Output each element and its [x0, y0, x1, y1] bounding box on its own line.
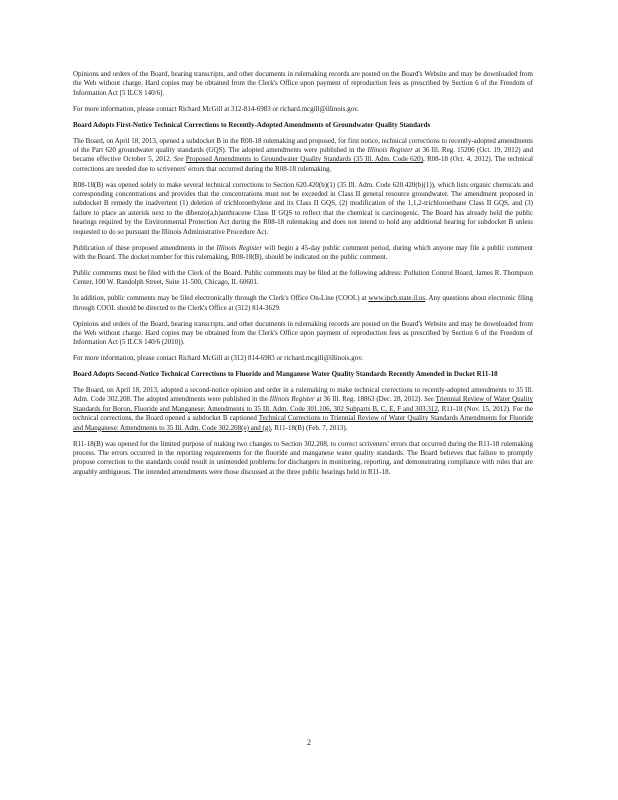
paragraph-electronic-filing: In addition, public comments may be filed electronically through the Clerk's Office On-Line (COOL) at www.ipcb.state.il.us. Any questions about electronic filing through COOL should be directed to the Clerk's Office at (312) 814-3629.: [73, 294, 533, 312]
paragraph-fluoride-details: R11-18(B) was opened for the limited purpose of making two changes to Section 302.208, to correct scriveners' errors that occurred during the R11-18 rulemaking process. The errors occurred in the reporting requirements for the fluoride and manganese water quality standards. The Board believes that failure to promptly propose correction to the standards could result in unintended problems for dischargers in monitoring, reporting, and demonstrating compliance with rules that are arguably ambiguous. The intended amendments were those discussed at the three public hearings held in R11-18.: [73, 439, 533, 476]
paragraph-public-comments: Public comments must be filed with the Clerk of the Board. Public comments may be filed at the following address: Pollution Control Board, James R. Thompson Center, 100 W. Randolph Street, Suite 11-500, Chicago, IL 60601.: [73, 268, 533, 287]
page-content: [73, 70, 533, 484]
section-heading-fluoride: Board Adopts Second-Notice Technical Corrections to Fluoride and Manganese Water Quality Standards Recently Amended in Docket R11-18: [73, 370, 498, 379]
paragraph-contact-info-2: For more information, please contact Richard McGill at (312) 814-6983 or richard.mcgill@illinois.gov.: [73, 354, 364, 363]
paragraph-contact-info: For more information, please contact Richard McGill at 312-814-6983 or richard.mcgill@illinois.gov.: [73, 104, 359, 113]
page-number: 2: [307, 738, 311, 747]
paragraph-publication: Publication of these proposed amendments in the Illinois Register will begin a 45-day public comment period, during which anyone may file a public comment with the Board. The docket number for this rulemaking, R08-18(B), should be indicated on the public comment.: [73, 243, 534, 261]
paragraph-records-availability: Opinions and orders of the Board, hearing transcripts, and other documents in rulemaking records are posted on the Board's Website and may be downloaded from the Web without charge. Hard copies may be obtained from the Clerk's Office upon payment of reproduction fees as prescribed by Section 6 of the Freedom of Information Act [5 ILCS 140/6].: [73, 70, 533, 97]
citation-link[interactable]: Technical Corrections to Triennial Review of Water Quality Standards Amendments for Fluoride and Manganese: Amendments to 35 Ill. Adm. Code 302.208(e) and (g): [73, 414, 533, 432]
citation-link[interactable]: Proposed Amendments to Groundwater Quality Standards (35 Ill. Adm. Code 620): [185, 155, 423, 164]
paragraph-groundwater-intro: The Board, on April 18, 2013, opened a subdocket B in the R08-18 rulemaking and proposed, for first notice, technical corrections to recently-adopted amendments of the Part 620 groundwater quality standards (GQS). The adopted amendments were published in the Illinois Register at 36 Ill. Reg. 15206 (Oct. 19, 2012) and became effective October 5, 2012. See Proposed Amendments to Groundwater Quality Standards (35 Ill. Adm. Code 620), R08-18 (Oct. 4, 2012). The technical corrections are needed due to scriveners' errors that occurred during the R08-18 rulemaking.: [73, 136, 534, 173]
paragraph-groundwater-details: R08-18(B) was opened solely to make several technical corrections to Section 620.420(b)(1) (35 Ill. Adm. Code 620.420(b)(1)), which lists organic chemicals and corresponding concentrations and provides that the concentrations must not be exceeded in Class II general resource groundwater. The amendment proposed in subdocket B remedy the inadvertent (1) deletion of trichloroethylene and its Class II GQS, (2) modification of the 1,1,2-trichloroethane Class II GQS, and (3) failure to place an asterisk next to the dibenzo(a,h)anthracene Class II GQS to reflect that the chemical is carcinogenic. The Board has already held the public hearings required by the Environmental Protection Act during the R08-18 rulemaking and does not intend to hold any additional hearing for subdocket B unless requested to do so pursuant the Illinois Administrative Procedure Act.: [73, 180, 533, 236]
website-link[interactable]: www.ipcb.state.il.us: [368, 294, 426, 303]
citation-link[interactable]: Triennial Review of Water Quality Standards for Boron, Fluoride and Manganese: Amendments to 35 Ill. Adm. Code 301.106, 302 Subparts B, C, E, F and 303.312: [73, 395, 534, 413]
paragraph-fluoride-intro: The Board, on April 18, 2013, adopted a second-notice opinion and order in a rulemaking to make technical corrections to recently-adopted amendments to 35 Ill. Adm. Code 302.208. The adopted amendments were published in the Illinois Register at 36 Ill. Reg. 18863 (Dec. 28, 2012). See Triennial Review of Water Quality Standards for Boron, Fluoride and Manganese: Amendments to 35 Ill. Adm. Code 301.106, 302 Subparts B, C, E, F and 303.312, R11-18 (Nov. 15, 2012). For the technical corrections, the Board opened a subdocket B captioned Technical Corrections to Triennial Review of Water Quality Standards Amendments for Fluoride and Manganese: Amendments to 35 Ill. Adm. Code 302.208(e) and (g), R11-18(B) (Feb. 7, 2013).: [73, 386, 534, 432]
section-heading-groundwater: Board Adopts First-Notice Technical Corrections to Recently-Adopted Amendments of Groundwater Quality Standards: [73, 120, 431, 129]
paragraph-records-availability-2: Opinions and orders of the Board, hearing transcripts, and other documents in rulemaking records are posted on the Board's Website and may be downloaded from the Web without charge. Hard copies may be obtained from the Clerk's Office upon payment of reproduction fees as prescribed by Section 6 of the Freedom of Information Act (5 ILCS 140/6 (2010)).: [73, 319, 533, 347]
